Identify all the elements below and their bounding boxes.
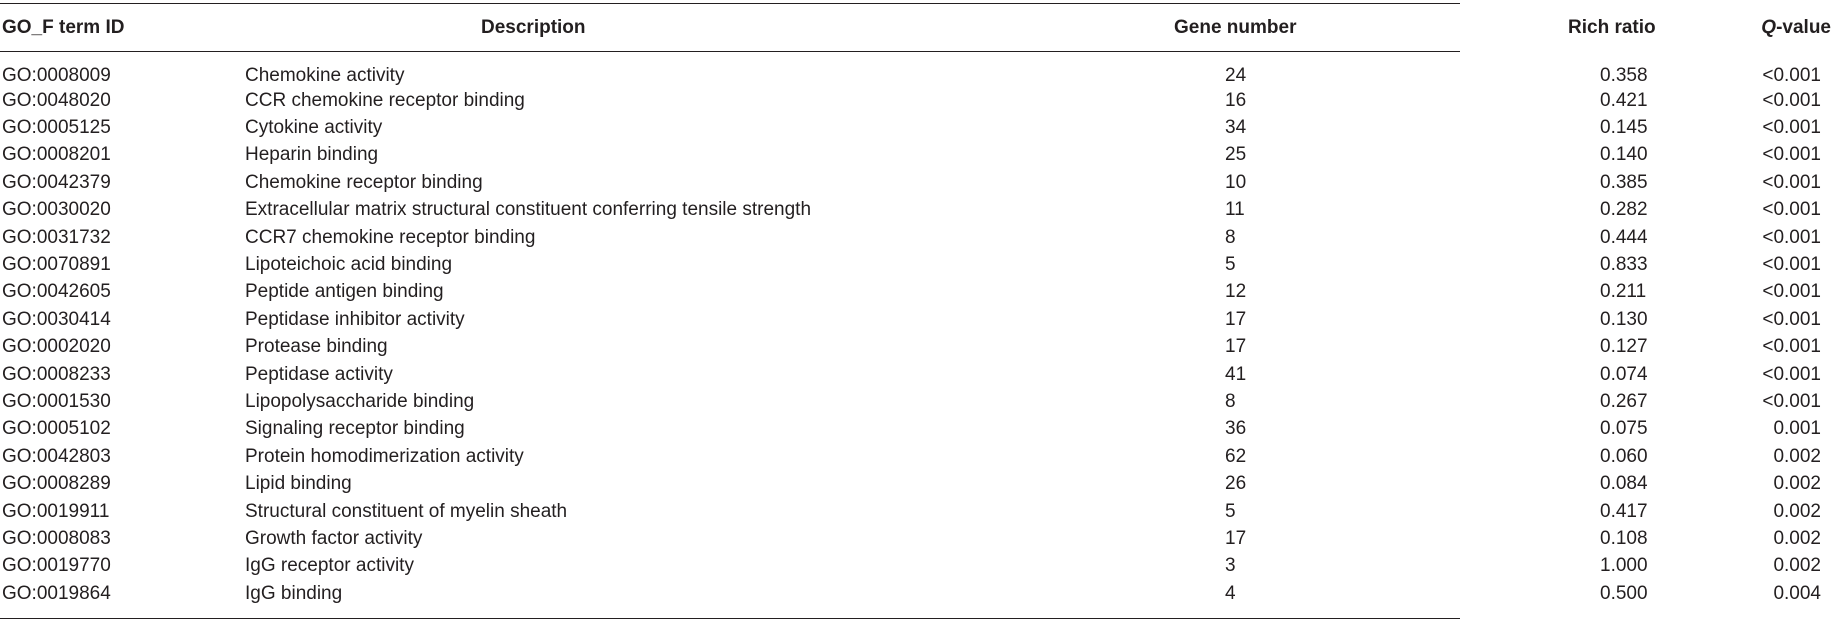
table-row (0, 251, 1833, 278)
cell-rich-ratio: 0.358 (1600, 65, 1648, 86)
table-row (0, 224, 1833, 251)
cell-term-id: GO:0048020 (2, 89, 111, 111)
table-body (0, 51, 1833, 607)
cell-term-id: GO:0008289 (2, 473, 111, 495)
table-row (0, 197, 1833, 224)
cell-q-value: <0.001 (1762, 308, 1821, 330)
cell-description: Peptide antigen binding (245, 281, 444, 303)
cell-description: IgG receptor activity (245, 555, 414, 577)
cell-q-value: 0.002 (1773, 500, 1821, 522)
cell-gene-number: 3 (1225, 555, 1236, 577)
header-term-id: GO_F term ID (2, 16, 125, 38)
cell-description: Signaling receptor binding (245, 418, 465, 440)
cell-term-id: GO:0008233 (2, 363, 111, 385)
cell-gene-number: 17 (1225, 336, 1247, 358)
cell-rich-ratio: 0.084 (1600, 473, 1648, 495)
cell-gene-number: 36 (1225, 418, 1247, 440)
table-bottom-rule (0, 618, 1460, 619)
table-row (0, 114, 1833, 141)
cell-q-value: 0.002 (1773, 555, 1821, 577)
cell-q-value: 0.004 (1773, 582, 1821, 604)
cell-description: Chemokine activity (245, 65, 405, 86)
cell-description: Lipid binding (245, 473, 352, 495)
cell-description: Extracellular matrix structural constituent conferring tensile strength (245, 199, 812, 221)
cell-description: IgG binding (245, 582, 343, 604)
cell-q-value: <0.001 (1762, 336, 1821, 358)
table-row (0, 580, 1833, 607)
cell-description: CCR7 chemokine receptor binding (245, 226, 536, 248)
header-row (0, 4, 1833, 51)
cell-term-id: GO:0005102 (2, 418, 111, 440)
cell-term-id: GO:0008083 (2, 527, 111, 549)
cell-description: CCR chemokine receptor binding (245, 89, 525, 111)
cell-gene-number: 11 (1225, 199, 1245, 221)
cell-description: Growth factor activity (245, 527, 423, 549)
cell-term-id: GO:0042803 (2, 445, 111, 467)
cell-term-id: GO:0001530 (2, 390, 111, 412)
cell-rich-ratio: 0.500 (1600, 582, 1648, 604)
cell-description: Heparin binding (245, 144, 379, 166)
cell-rich-ratio: 0.130 (1600, 308, 1648, 330)
cell-q-value: 0.002 (1773, 473, 1821, 495)
table-row (0, 498, 1833, 525)
cell-description: Lipoteichoic acid binding (245, 254, 453, 276)
cell-q-value: <0.001 (1762, 65, 1821, 86)
cell-term-id: GO:0030414 (2, 308, 111, 330)
cell-gene-number: 24 (1225, 65, 1247, 86)
cell-rich-ratio: 0.385 (1600, 171, 1648, 193)
cell-term-id: GO:0019864 (2, 582, 111, 604)
cell-q-value: <0.001 (1762, 171, 1821, 193)
table-header (0, 4, 1833, 51)
cell-q-value: <0.001 (1762, 254, 1821, 276)
cell-q-value: <0.001 (1762, 390, 1821, 412)
cell-description: Peptidase inhibitor activity (245, 308, 465, 330)
table-row (0, 142, 1833, 169)
cell-term-id: GO:0042379 (2, 171, 111, 193)
cell-rich-ratio: 0.417 (1600, 500, 1648, 522)
cell-rich-ratio: 0.282 (1600, 199, 1648, 221)
cell-q-value: <0.001 (1762, 117, 1821, 139)
cell-q-value: <0.001 (1762, 226, 1821, 248)
header-description: Description (481, 16, 586, 38)
cell-description: Cytokine activity (245, 117, 383, 139)
table-row (0, 553, 1833, 580)
cell-rich-ratio: 0.127 (1600, 336, 1648, 358)
table-row (0, 361, 1833, 388)
cell-q-value: <0.001 (1762, 89, 1821, 111)
cell-gene-number: 5 (1225, 500, 1236, 522)
table-row (0, 51, 1833, 87)
table-row (0, 334, 1833, 361)
table-row (0, 306, 1833, 333)
cell-term-id: GO:0008009 (2, 65, 111, 86)
cell-description: Lipopolysaccharide binding (245, 390, 475, 412)
cell-q-value: 0.001 (1773, 418, 1821, 440)
table-row (0, 388, 1833, 415)
cell-q-value: <0.001 (1762, 281, 1821, 303)
cell-gene-number: 16 (1225, 89, 1247, 111)
table-row (0, 525, 1833, 552)
cell-gene-number: 4 (1225, 582, 1236, 604)
cell-rich-ratio: 0.140 (1600, 144, 1648, 166)
table-row (0, 279, 1833, 306)
cell-term-id: GO:0070891 (2, 254, 111, 276)
table-row (0, 416, 1833, 443)
header-q-value-suffix: -value (1776, 16, 1831, 38)
header-q-value (1754, 4, 1833, 51)
table-row (0, 169, 1833, 196)
table-row (0, 470, 1833, 497)
cell-term-id: GO:0005125 (2, 117, 111, 139)
cell-rich-ratio: 0.074 (1600, 363, 1648, 385)
cell-rich-ratio: 0.267 (1600, 390, 1648, 412)
cell-gene-number: 26 (1225, 473, 1247, 495)
cell-gene-number: 8 (1225, 226, 1236, 248)
cell-rich-ratio: 0.060 (1600, 445, 1648, 467)
cell-q-value: <0.001 (1762, 144, 1821, 166)
cell-q-value: 0.002 (1773, 445, 1821, 467)
header-gene-number: Gene number (1174, 16, 1297, 38)
cell-rich-ratio: 0.211 (1600, 281, 1647, 303)
cell-rich-ratio: 1.000 (1600, 555, 1648, 577)
cell-q-value: <0.001 (1762, 199, 1821, 221)
cell-gene-number: 8 (1225, 390, 1236, 412)
cell-gene-number: 5 (1225, 254, 1236, 276)
cell-gene-number: 17 (1225, 308, 1247, 330)
cell-q-value: 0.002 (1773, 527, 1821, 549)
cell-description: Protein homodimerization activity (245, 445, 524, 467)
cell-gene-number: 41 (1225, 363, 1247, 385)
cell-rich-ratio: 0.833 (1600, 254, 1648, 276)
cell-description: Chemokine receptor binding (245, 171, 483, 193)
cell-rich-ratio: 0.444 (1600, 226, 1648, 248)
header-q-value-letter: Q (1761, 16, 1777, 38)
cell-gene-number: 10 (1225, 171, 1247, 193)
cell-description: Protease binding (245, 336, 388, 358)
cell-term-id: GO:0042605 (2, 281, 111, 303)
cell-term-id: GO:0002020 (2, 336, 111, 358)
table-row (0, 87, 1833, 114)
cell-gene-number: 12 (1225, 281, 1247, 303)
cell-term-id: GO:0019911 (2, 500, 110, 522)
cell-term-id: GO:0008201 (2, 144, 111, 166)
cell-rich-ratio: 0.145 (1600, 117, 1648, 139)
cell-term-id: GO:0019770 (2, 555, 111, 577)
cell-term-id: GO:0031732 (2, 226, 111, 248)
cell-gene-number: 25 (1225, 144, 1247, 166)
cell-gene-number: 17 (1225, 527, 1247, 549)
cell-rich-ratio: 0.075 (1600, 418, 1648, 440)
cell-rich-ratio: 0.421 (1600, 89, 1648, 111)
table-row (0, 443, 1833, 470)
cell-description: Structural constituent of myelin sheath (245, 500, 568, 522)
cell-gene-number: 62 (1225, 445, 1247, 467)
cell-description: Peptidase activity (245, 363, 393, 385)
cell-gene-number: 34 (1225, 117, 1247, 139)
cell-term-id: GO:0030020 (2, 199, 111, 221)
cell-q-value: <0.001 (1762, 363, 1821, 385)
header-rich-ratio: Rich ratio (1568, 16, 1656, 38)
cell-rich-ratio: 0.108 (1600, 527, 1648, 549)
go-enrichment-table (0, 4, 1833, 607)
